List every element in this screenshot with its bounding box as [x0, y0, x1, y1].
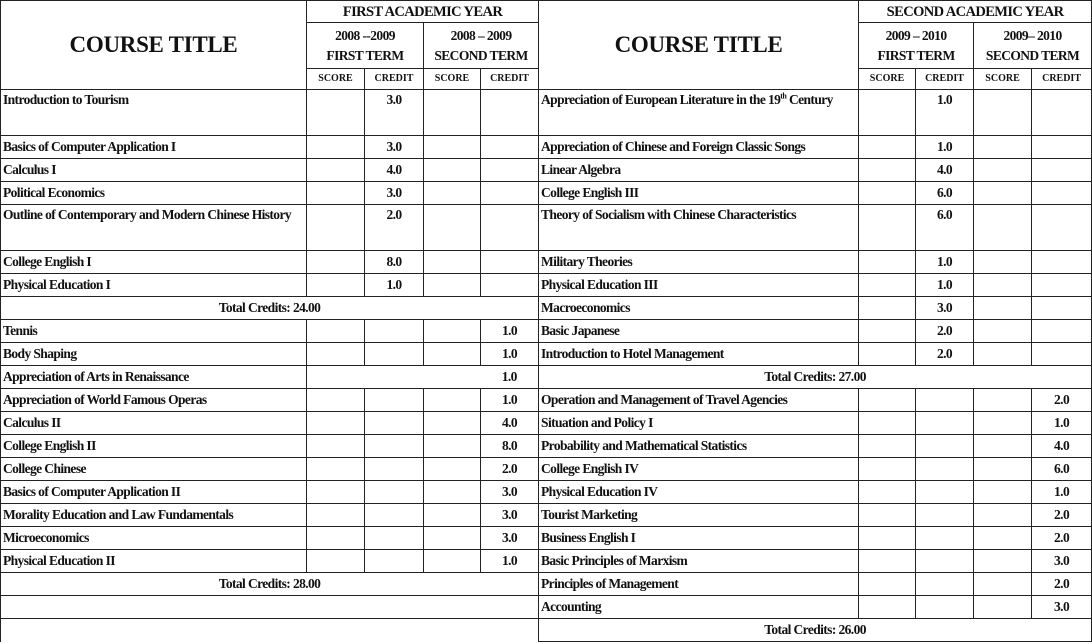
credit-cell: [365, 458, 424, 481]
course-name: Principles of Management: [539, 573, 859, 596]
score-cell: [974, 274, 1032, 297]
credit-cell: 1.0: [481, 343, 539, 366]
table-row: [1, 343, 1092, 366]
credit-cell: 3.0: [365, 182, 424, 205]
score-cell: [859, 251, 916, 274]
credit-cell: 2.0: [481, 458, 539, 481]
credit-cell: [365, 389, 424, 412]
first-academic-year-header: FIRST ACADEMIC YEAR: [307, 1, 539, 23]
score-cell: [859, 320, 916, 343]
score-cell: [974, 90, 1032, 136]
score-cell: [974, 136, 1032, 159]
credit-cell: [1032, 320, 1092, 343]
score-cell: [307, 251, 365, 274]
credit-cell: 3.0: [365, 90, 424, 136]
credit-cell: [365, 435, 424, 458]
credit-header: CREDIT: [1032, 69, 1092, 90]
credit-cell: [1032, 297, 1092, 320]
total-credits-y1-t1: Total Credits: 24.00: [1, 297, 539, 320]
credit-cell: 6.0: [1032, 458, 1092, 481]
credit-cell: 8.0: [481, 435, 539, 458]
credit-cell: [481, 205, 539, 251]
score-cell: [859, 274, 916, 297]
score-cell: [974, 573, 1032, 596]
score-cell: [307, 389, 365, 412]
score-cell: [859, 136, 916, 159]
credit-cell: 2.0: [916, 343, 974, 366]
table-row: [1, 412, 1092, 435]
score-cell: [974, 458, 1032, 481]
credit-cell: 4.0: [1032, 435, 1092, 458]
credit-cell: [481, 159, 539, 182]
table-row: [1, 320, 1092, 343]
course-name: Appreciation of Arts in Renaissance: [1, 366, 307, 389]
score-cell: [974, 550, 1032, 573]
credit-cell: 2.0: [1032, 573, 1092, 596]
score-cell: [974, 412, 1032, 435]
table-row: [1, 596, 1092, 619]
course-name: College English II: [1, 435, 307, 458]
score-cell: [859, 389, 916, 412]
score-cell: [307, 274, 365, 297]
table-row: [1, 527, 1092, 550]
y2-second-term-header: [974, 23, 1092, 69]
course-name: Appreciation of Chinese and Foreign Classic Songs: [539, 136, 859, 159]
y2-second-term-years: 2009– 2010: [1003, 27, 1062, 43]
score-cell: [307, 159, 365, 182]
course-name: Situation and Policy I: [539, 412, 859, 435]
score-cell: [974, 504, 1032, 527]
credit-cell: [481, 251, 539, 274]
course-name: Basic Japanese: [539, 320, 859, 343]
score-cell: [974, 205, 1032, 251]
credit-cell: [365, 504, 424, 527]
score-cell: [974, 596, 1032, 619]
credit-cell: 2.0: [1032, 504, 1092, 527]
y2-second-term-name: SECOND TERM: [985, 47, 1080, 63]
score-cell: [859, 596, 916, 619]
course-name: Morality Education and Law Fundamentals: [1, 504, 307, 527]
credit-cell: [365, 366, 424, 389]
credit-cell: [916, 573, 974, 596]
credit-cell: 1.0: [916, 136, 974, 159]
score-cell: [974, 320, 1032, 343]
credit-cell: 3.0: [365, 136, 424, 159]
score-cell: [424, 389, 481, 412]
credit-cell: 2.0: [365, 205, 424, 251]
credit-cell: 3.0: [1032, 550, 1092, 573]
credit-cell: 3.0: [481, 527, 539, 550]
table-row: [1, 389, 1092, 412]
credit-cell: [365, 527, 424, 550]
second-academic-year-header: SECOND ACADEMIC YEAR: [859, 1, 1092, 23]
course-name: Body Shaping: [1, 343, 307, 366]
score-cell: [974, 251, 1032, 274]
credit-cell: 8.0: [365, 251, 424, 274]
table-row: [1, 274, 1092, 297]
score-cell: [859, 343, 916, 366]
table-row: [1, 366, 1092, 389]
y1-first-term-years: 2008 --2009: [335, 27, 395, 43]
empty-cell: [1, 596, 539, 619]
score-cell: [974, 435, 1032, 458]
credit-cell: [916, 504, 974, 527]
score-header: SCORE: [307, 69, 365, 90]
credit-header: CREDIT: [481, 69, 539, 90]
credit-cell: 4.0: [365, 159, 424, 182]
score-cell: [424, 527, 481, 550]
score-cell: [859, 573, 916, 596]
course-name: Military Theories: [539, 251, 859, 274]
credit-cell: [916, 458, 974, 481]
course-name: College English III: [539, 182, 859, 205]
y2-first-term-name: FIRST TERM: [877, 47, 955, 63]
credit-cell: 3.0: [481, 504, 539, 527]
course-name: Physical Education III: [539, 274, 859, 297]
course-title-header-left: COURSE TITLE: [1, 1, 307, 90]
score-cell: [974, 297, 1032, 320]
y1-first-term-name: FIRST TERM: [326, 47, 404, 63]
score-cell: [974, 389, 1032, 412]
credit-cell: 4.0: [481, 412, 539, 435]
table-row: [1, 550, 1092, 573]
score-cell: [307, 205, 365, 251]
credit-header: CREDIT: [365, 69, 424, 90]
score-cell: [424, 205, 481, 251]
score-cell: [859, 297, 916, 320]
course-name: Appreciation of World Famous Operas: [1, 389, 307, 412]
credit-cell: 1.0: [916, 251, 974, 274]
credit-cell: [365, 343, 424, 366]
credit-cell: 1.0: [481, 366, 539, 389]
credit-cell: [365, 412, 424, 435]
score-cell: [859, 550, 916, 573]
credit-cell: [916, 435, 974, 458]
course-name: Tourist Marketing: [539, 504, 859, 527]
course-name: College English I: [1, 251, 307, 274]
score-cell: [307, 527, 365, 550]
course-name: Tennis: [1, 320, 307, 343]
score-cell: [859, 435, 916, 458]
table-row: [1, 136, 1092, 159]
ordinal-suffix: th: [780, 91, 787, 101]
y1-first-term-header: [307, 23, 424, 69]
score-cell: [974, 182, 1032, 205]
total-credits-y2-t1: Total Credits: 27.00: [539, 366, 1092, 389]
credit-cell: 2.0: [916, 320, 974, 343]
credit-cell: 2.0: [1032, 389, 1092, 412]
course-name-part: Appreciation of European Literature in the 19: [541, 92, 781, 107]
course-name: Microeconomics: [1, 527, 307, 550]
credit-cell: 2.0: [1032, 527, 1092, 550]
score-cell: [424, 550, 481, 573]
credit-cell: [481, 136, 539, 159]
course-name-part: Century: [786, 92, 833, 107]
course-name: College Chinese: [1, 458, 307, 481]
total-credits-y2-t2: Total Credits: 26.00: [539, 619, 1092, 642]
course-name: [539, 90, 859, 136]
course-name: Macroeconomics: [539, 297, 859, 320]
score-cell: [859, 458, 916, 481]
score-cell: [859, 504, 916, 527]
score-cell: [307, 366, 365, 389]
score-cell: [424, 504, 481, 527]
credit-cell: [1032, 343, 1092, 366]
table-row: [1, 481, 1092, 504]
course-name: Calculus II: [1, 412, 307, 435]
credit-cell: [916, 412, 974, 435]
y1-second-term-years: 2008 – 2009: [450, 27, 512, 43]
table-row: [1, 458, 1092, 481]
course-name: Physical Education IV: [539, 481, 859, 504]
credit-cell: [365, 481, 424, 504]
course-name: Accounting: [539, 596, 859, 619]
course-name: Linear Algebra: [539, 159, 859, 182]
credit-cell: [365, 320, 424, 343]
score-cell: [859, 412, 916, 435]
score-cell: [424, 481, 481, 504]
table-row: [1, 90, 1092, 136]
credit-header: CREDIT: [916, 69, 974, 90]
total-credits-y1-t2: Total Credits: 28.00: [1, 573, 539, 596]
score-cell: [307, 136, 365, 159]
credit-cell: 6.0: [916, 182, 974, 205]
credit-cell: 1.0: [481, 389, 539, 412]
y1-second-term-name: SECOND TERM: [434, 47, 528, 63]
score-cell: [424, 182, 481, 205]
score-cell: [424, 159, 481, 182]
credit-cell: [481, 90, 539, 136]
table-row: [1, 619, 1092, 642]
score-header: SCORE: [859, 69, 916, 90]
course-title-header-right: COURSE TITLE: [539, 1, 859, 90]
credit-cell: 1.0: [1032, 412, 1092, 435]
credit-cell: 1.0: [916, 90, 974, 136]
course-name: Physical Education I: [1, 274, 307, 297]
credit-cell: [916, 550, 974, 573]
credit-cell: [916, 596, 974, 619]
y2-first-term-header: [859, 23, 974, 69]
credit-cell: [365, 550, 424, 573]
score-cell: [424, 251, 481, 274]
credit-cell: 1.0: [481, 320, 539, 343]
credit-cell: 3.0: [916, 297, 974, 320]
score-cell: [424, 320, 481, 343]
table-row: [1, 573, 1092, 596]
score-cell: [974, 527, 1032, 550]
table-row: [1, 159, 1092, 182]
table-row: [1, 205, 1092, 251]
course-name: Outline of Contemporary and Modern Chinese History: [1, 205, 307, 251]
score-cell: [424, 343, 481, 366]
score-cell: [424, 458, 481, 481]
score-cell: [859, 205, 916, 251]
course-name: Political Economics: [1, 182, 307, 205]
course-name: Operation and Management of Travel Agencies: [539, 389, 859, 412]
score-cell: [307, 182, 365, 205]
score-cell: [859, 481, 916, 504]
credit-cell: [1032, 274, 1092, 297]
score-cell: [859, 159, 916, 182]
credit-cell: [1032, 205, 1092, 251]
y2-first-term-years: 2009 – 2010: [885, 27, 947, 43]
credit-cell: [481, 274, 539, 297]
score-cell: [307, 320, 365, 343]
score-cell: [424, 435, 481, 458]
score-cell: [974, 159, 1032, 182]
course-name: Physical Education II: [1, 550, 307, 573]
score-cell: [307, 90, 365, 136]
credit-cell: 1.0: [916, 274, 974, 297]
credit-cell: 6.0: [916, 205, 974, 251]
score-cell: [307, 435, 365, 458]
course-name: Introduction to Hotel Management: [539, 343, 859, 366]
course-name: Basics of Computer Application I: [1, 136, 307, 159]
score-cell: [424, 274, 481, 297]
credit-cell: [481, 182, 539, 205]
score-cell: [859, 527, 916, 550]
course-name: College English IV: [539, 458, 859, 481]
course-name: Theory of Socialism with Chinese Characteristics: [539, 205, 859, 251]
table-row: [1, 297, 1092, 320]
score-cell: [859, 90, 916, 136]
empty-cell: [1, 619, 539, 642]
credit-cell: [1032, 90, 1092, 136]
table-row: [1, 251, 1092, 274]
credit-cell: 1.0: [481, 550, 539, 573]
y1-second-term-header: [424, 23, 539, 69]
credit-cell: 1.0: [365, 274, 424, 297]
course-name: Business English I: [539, 527, 859, 550]
credit-cell: 1.0: [1032, 481, 1092, 504]
course-name: Basics of Computer Application II: [1, 481, 307, 504]
credit-cell: [1032, 159, 1092, 182]
score-cell: [307, 458, 365, 481]
score-cell: [307, 481, 365, 504]
score-header: SCORE: [974, 69, 1032, 90]
course-name: Calculus I: [1, 159, 307, 182]
credit-cell: [916, 481, 974, 504]
score-cell: [307, 504, 365, 527]
credit-cell: [1032, 182, 1092, 205]
score-cell: [424, 136, 481, 159]
credit-cell: [1032, 136, 1092, 159]
score-cell: [974, 481, 1032, 504]
credit-cell: 4.0: [916, 159, 974, 182]
credit-cell: [1032, 251, 1092, 274]
score-cell: [424, 366, 481, 389]
score-cell: [307, 412, 365, 435]
course-name: Probability and Mathematical Statistics: [539, 435, 859, 458]
credit-cell: 3.0: [481, 481, 539, 504]
course-name: Basic Principles of Marxism: [539, 550, 859, 573]
table-row: [1, 182, 1092, 205]
score-cell: [974, 343, 1032, 366]
score-cell: [307, 550, 365, 573]
table-row: [1, 504, 1092, 527]
score-cell: [424, 90, 481, 136]
course-name: Introduction to Tourism: [1, 90, 307, 136]
score-cell: [307, 343, 365, 366]
score-cell: [859, 182, 916, 205]
table-row: [1, 435, 1092, 458]
credit-cell: [916, 527, 974, 550]
credit-cell: [916, 389, 974, 412]
credit-cell: 3.0: [1032, 596, 1092, 619]
score-header: SCORE: [424, 69, 481, 90]
score-cell: [424, 412, 481, 435]
